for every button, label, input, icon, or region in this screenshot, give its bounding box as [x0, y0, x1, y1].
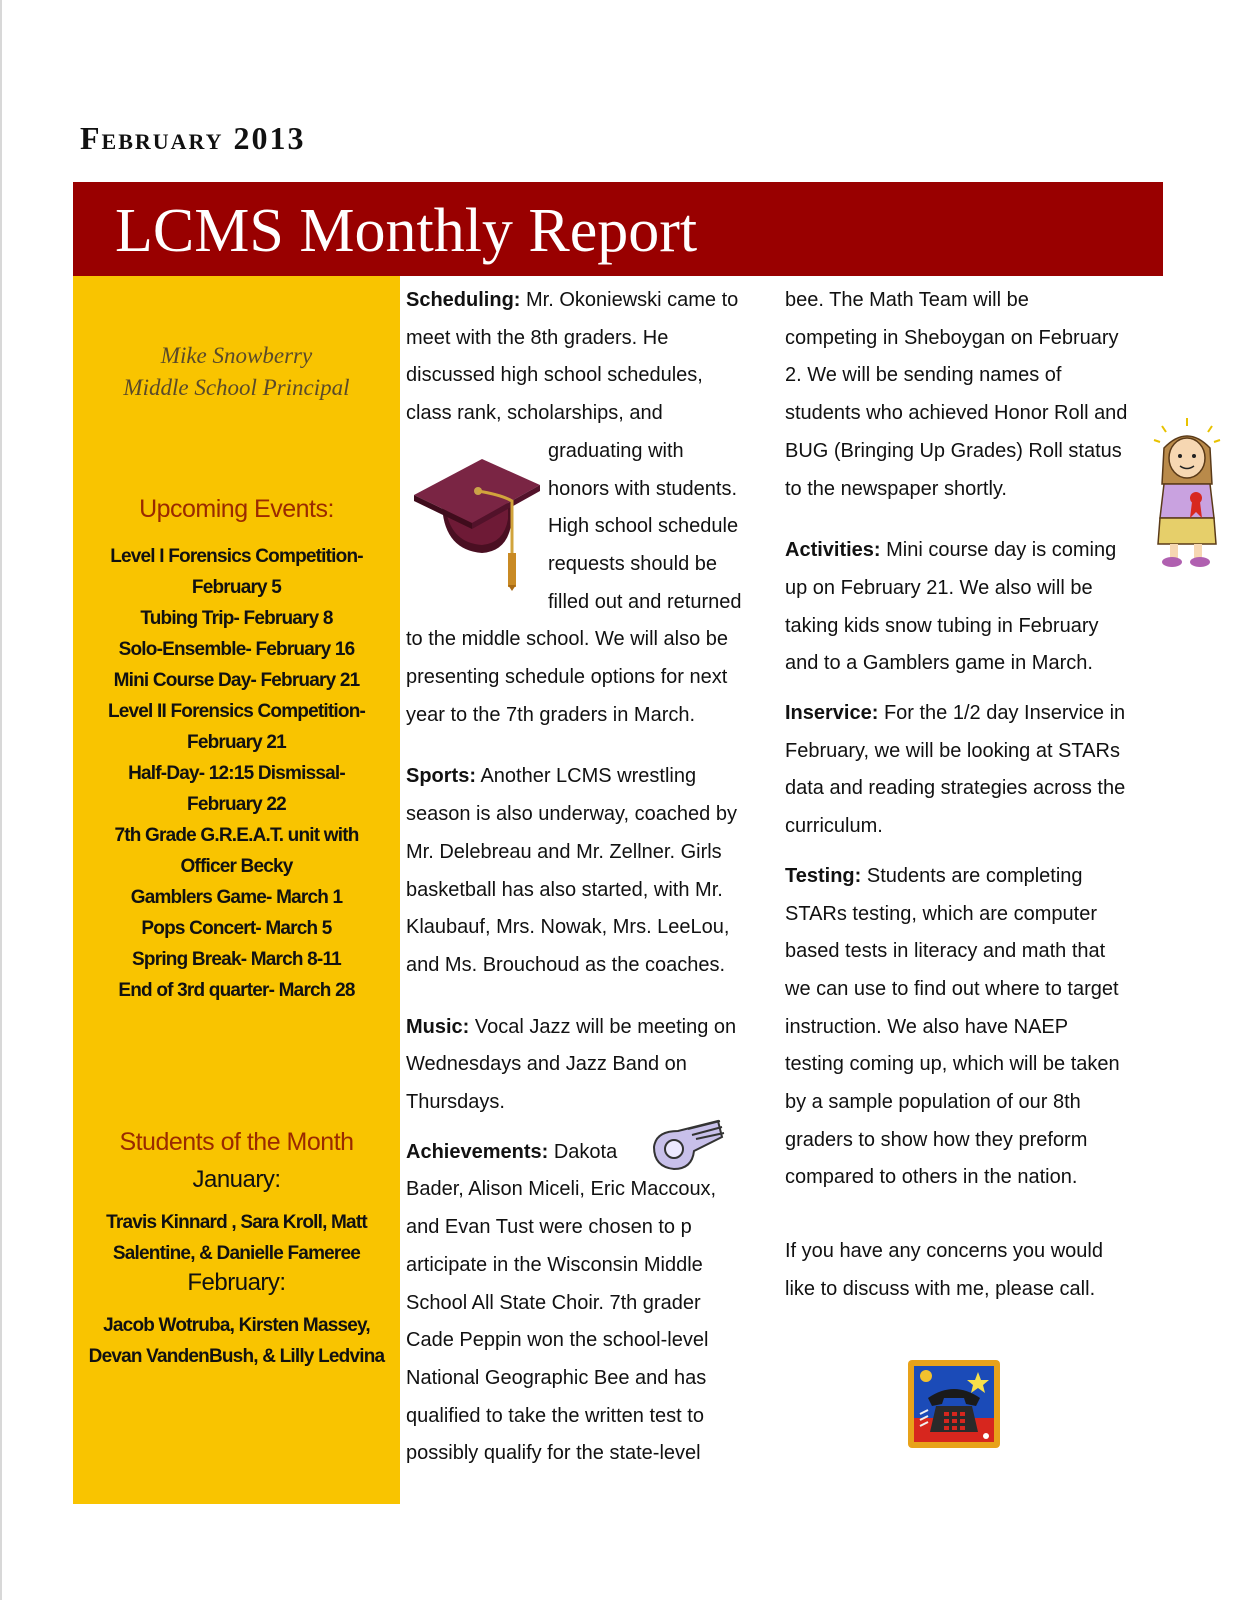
event-line: Level I Forensics Competition-: [110, 546, 363, 567]
text-line: Wednesdays and Jazz Band on: [406, 1053, 687, 1076]
text-line: For the 1/2 day Inservice in: [878, 702, 1126, 725]
text-line: Dakota: [548, 1140, 618, 1163]
sports-label: Sports:: [406, 765, 476, 788]
text-line: qualified to take the written test to: [406, 1404, 704, 1427]
text-line: testing coming up, which will be taken: [785, 1053, 1120, 1076]
event-line: 7th Grade G.R.E.A.T. unit with: [114, 825, 359, 846]
text-line: and to a Gamblers game in March.: [785, 652, 1093, 675]
event-line: Solo-Ensemble- February 16: [118, 639, 355, 660]
text-line: February, we will be looking at STARs: [785, 739, 1120, 762]
text-line: curriculum.: [785, 815, 883, 838]
text-line: filled out and returned: [548, 590, 742, 613]
graduation-cap-icon: [412, 455, 544, 593]
text-line: possibly qualify for the state-level: [406, 1442, 701, 1465]
text-line: Vocal Jazz will be meeting on: [469, 1015, 737, 1038]
text-line: Klaubauf, Mrs. Nowak, Mrs. LeeLou,: [406, 916, 730, 939]
text-line: School All State Choir. 7th grader: [406, 1291, 701, 1314]
activities-label: Activities:: [785, 539, 881, 562]
principal-title: Middle School Principal: [123, 375, 350, 400]
inservice-paragraph: [785, 695, 1170, 733]
activities-paragraph: [785, 532, 1170, 570]
january-label: January:: [192, 1166, 281, 1193]
event-line: February 21: [187, 732, 286, 753]
names-line: Devan VandenBush, & Lilly Ledvina: [88, 1346, 385, 1367]
sidebar: [73, 276, 400, 1504]
event-line: Pops Concert- March 5: [141, 918, 332, 939]
text-line: season is also underway, coached by: [406, 803, 737, 826]
testing-paragraph: [785, 858, 1170, 896]
text-line: taking kids snow tubing in February: [785, 614, 1099, 637]
text-line: class rank, scholarships, and: [406, 402, 663, 425]
event-line: February 22: [187, 794, 286, 815]
text-line: Mr. Okoniewski came to: [520, 289, 739, 311]
text-line: students who achieved Honor Roll and: [785, 402, 1128, 425]
upcoming-events-list: [73, 541, 400, 1006]
whistle-icon: [648, 1117, 728, 1175]
text-line: Students are completing: [861, 864, 1083, 887]
text-line: up on February 21. We also will be: [785, 576, 1093, 599]
text-line: Mini course day is coming: [880, 539, 1117, 562]
text-line: Mr. Delebreau and Mr. Zellner. Girls: [406, 840, 722, 863]
names-line: Travis Kinnard , Sara Kroll, Matt: [106, 1212, 367, 1233]
scheduling-paragraph: [406, 282, 756, 320]
scheduling-label: Scheduling:: [406, 289, 521, 311]
students-of-month-heading: Students of the Month: [119, 1128, 354, 1156]
text-line: High school schedule: [548, 515, 739, 538]
text-line: BUG (Bringing Up Grades) Roll status: [785, 439, 1122, 462]
event-line: Tubing Trip- February 8: [140, 608, 333, 629]
text-line: 2. We will be sending names of: [785, 364, 1062, 387]
title-banner: [73, 182, 1163, 276]
text-line: competing in Sheboygan on February: [785, 326, 1119, 349]
text-line: graders to show how they preform: [785, 1128, 1088, 1151]
text-line: Cade Peppin won the school-level: [406, 1329, 709, 1352]
event-line: Spring Break- March 8-11: [132, 949, 341, 970]
text-line: to the newspaper shortly.: [785, 477, 1007, 500]
event-line: Gamblers Game- March 1: [130, 887, 343, 908]
names-line: Jacob Wotruba, Kirsten Massey,: [103, 1315, 370, 1336]
text-line: based tests in literacy and math that: [785, 940, 1106, 963]
text-line: and Ms. Brouchoud as the coaches.: [406, 953, 726, 976]
article-column-2: [785, 282, 1170, 1309]
text-line: instruction. We also have NAEP: [785, 1015, 1069, 1038]
text-line: National Geographic Bee and has: [406, 1366, 707, 1389]
text-line: discussed high school schedules,: [406, 364, 703, 387]
text-line: compared to others in the nation.: [785, 1166, 1078, 1189]
january-names: [73, 1207, 400, 1269]
event-line: Level II Forensics Competition-: [107, 701, 366, 722]
event-line: Officer Becky: [180, 856, 293, 877]
text-line: year to the 7th graders in March.: [406, 703, 696, 726]
sports-paragraph: [406, 758, 756, 796]
achievements-label: Achievements:: [406, 1140, 549, 1163]
text-line: to the middle school. We will also be: [406, 628, 729, 651]
closing-line: like to discuss with me, please call.: [785, 1277, 1096, 1300]
names-line: Salentine, & Danielle Fameree: [112, 1243, 361, 1264]
event-line: End of 3rd quarter- March 28: [118, 980, 355, 1001]
text-line: meet with the 8th graders. He: [406, 326, 669, 349]
girl-with-ribbon-icon: [1150, 418, 1224, 568]
text-line: STARs testing, which are computer: [785, 902, 1097, 925]
text-line: and Evan Tust were chosen to p: [406, 1216, 692, 1239]
music-paragraph: [406, 1009, 756, 1047]
closing-line: If you have any concerns you would: [785, 1240, 1103, 1263]
text-line: basketball has also started, with Mr.: [406, 878, 723, 901]
text-line: data and reading strategies across the: [785, 777, 1126, 800]
page-edge: [0, 0, 2, 1600]
testing-label: Testing:: [785, 864, 862, 887]
event-line: February 5: [191, 577, 282, 598]
text-line: Another LCMS wrestling: [476, 765, 697, 788]
text-line: honors with students.: [548, 477, 737, 500]
february-label: February:: [187, 1269, 286, 1296]
text-line: requests should be: [548, 552, 718, 575]
text-line: Thursdays.: [406, 1091, 505, 1114]
event-line: Mini Course Day- February 21: [113, 670, 360, 691]
text-line: graduating with: [548, 439, 684, 462]
text-line: articipate in the Wisconsin Middle: [406, 1253, 703, 1276]
event-line: Half-Day- 12:15 Dismissal-: [128, 763, 345, 784]
principal-name: Mike Snowberry: [160, 343, 313, 368]
inservice-label: Inservice:: [785, 702, 879, 725]
february-names: [73, 1310, 400, 1372]
text-line: presenting schedule options for next: [406, 666, 728, 689]
telephone-stamp-icon: [906, 1358, 1002, 1450]
principal-block: [73, 340, 400, 404]
music-label: Music:: [406, 1015, 470, 1038]
upcoming-events-heading: Upcoming Events:: [139, 495, 334, 523]
text-line: by a sample population of our 8th: [785, 1091, 1081, 1114]
text-line: Bader, Alison Miceli, Eric Maccoux,: [406, 1178, 717, 1201]
issue-date: February 2013: [80, 120, 306, 156]
text-line: bee. The Math Team will be: [785, 289, 1029, 311]
text-line: we can use to find out where to target: [785, 977, 1119, 1000]
newsletter-title: LCMS Monthly Report: [115, 197, 698, 265]
